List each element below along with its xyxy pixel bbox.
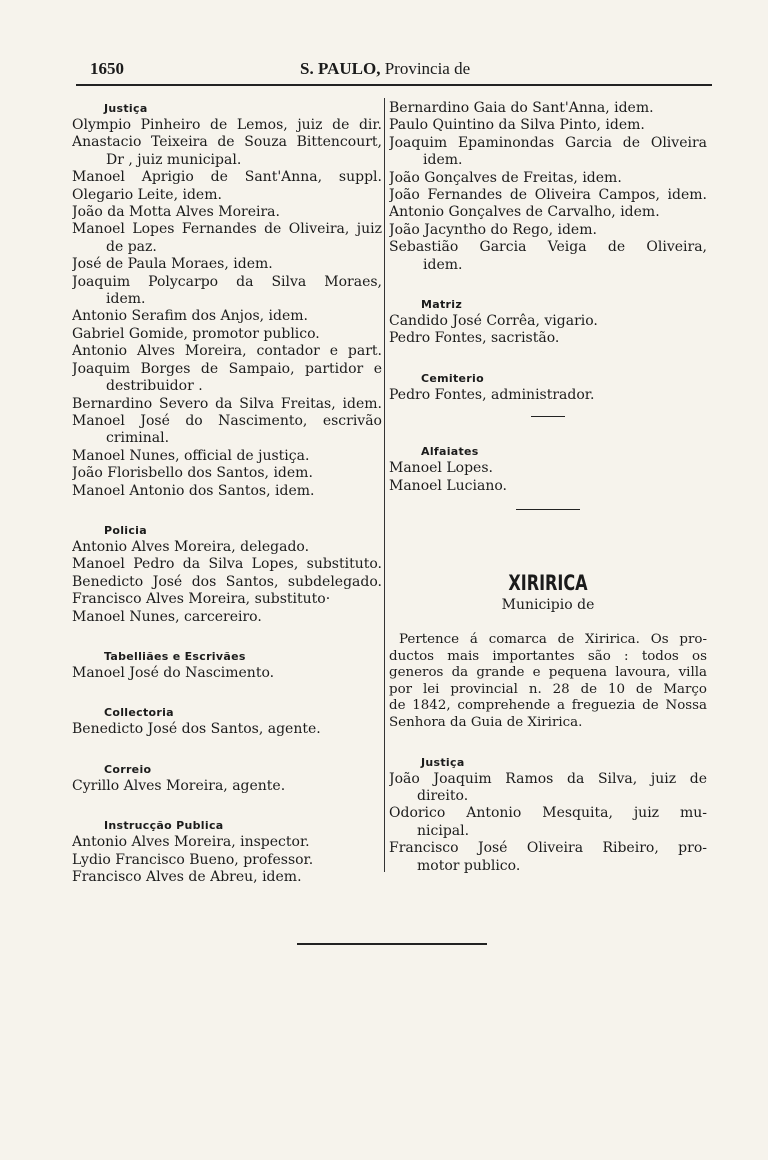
list-item: Manoel José do Nascimento, escrivão	[72, 412, 382, 429]
list-item: idem.	[106, 291, 146, 308]
list-item: destribuidor .	[106, 378, 203, 395]
paragraph-line: Pertence á comarca de Xiririca. Os pro-	[399, 632, 707, 648]
list-item: Odorico Antonio Mesquita, juiz mu-	[389, 805, 707, 822]
list-item: Manoel Luciano.	[389, 477, 507, 494]
town-name: XIRIRICA	[508, 571, 588, 596]
list-item: João Jacyntho do Rego, idem.	[389, 221, 597, 238]
list-item: Anastacio Teixeira de Souza Bittencourt,	[72, 134, 382, 151]
list-item: João Gonçalves de Freitas, idem.	[389, 169, 622, 186]
list-item: Candido José Corrêa, vigario.	[389, 313, 598, 330]
paragraph-line: ductos mais importantes são : todos os	[389, 648, 707, 664]
list-item: direito.	[417, 788, 469, 805]
list-item: José de Paula Moraes, idem.	[72, 256, 273, 273]
list-item: Joaquim Polycarpo da Silva Moraes,	[72, 273, 382, 290]
list-item: Joaquim Epaminondas Garcia de Oliveira	[389, 134, 707, 151]
running-title-rest: Provincia de	[384, 59, 471, 78]
section-heading-policia: Policia	[104, 523, 147, 537]
list-item: Manoel Nunes, carcereiro.	[72, 608, 262, 625]
page-number: 1650	[90, 59, 124, 78]
list-item: Antonio Alves Moreira, contador e part.	[72, 343, 382, 360]
list-item: Antonio Alves Moreira, delegado.	[72, 538, 310, 555]
list-item: Benedicto José dos Santos, agente.	[72, 721, 321, 738]
list-item: criminal.	[106, 430, 170, 447]
list-item: Francisco José Oliveira Ribeiro, pro-	[389, 840, 707, 857]
paragraph-line: generos da grande e pequena lavoura, villa	[389, 665, 707, 681]
list-item: Antonio Alves Moreira, inspector.	[72, 834, 310, 851]
list-item: João Fernandes de Oliveira Campos, idem.	[389, 187, 707, 204]
list-item: Pedro Fontes, administrador.	[389, 386, 595, 403]
list-item: Manoel Aprigio de Sant'Anna, suppl.	[72, 169, 382, 186]
section-divider	[516, 509, 580, 510]
list-item: Olegario Leite, idem.	[72, 186, 222, 203]
list-item: Paulo Quintino da Silva Pinto, idem.	[389, 117, 645, 134]
header-rule	[76, 84, 712, 86]
running-title-bold: S. PAULO,	[300, 59, 381, 78]
list-item: Manoel Nunes, official de justiça.	[72, 447, 310, 464]
paragraph-line: por lei provincial n. 28 de 10 de Março	[389, 681, 707, 697]
list-item: Olympio Pinheiro de Lemos, juiz de dir.	[72, 117, 382, 133]
running-title	[300, 59, 470, 79]
section-heading-instrucao: Instrucção Publica	[104, 819, 224, 833]
list-item: Manoel Lopes Fernandes de Oliveira, juiz	[72, 221, 382, 238]
list-item: Gabriel Gomide, promotor publico.	[72, 325, 320, 342]
list-item: idem.	[423, 256, 463, 273]
list-item: Lydio Francisco Bueno, professor.	[72, 851, 314, 868]
list-item: Bernardino Gaia do Sant'Anna, idem.	[389, 100, 654, 116]
list-item: Antonio Gonçalves de Carvalho, idem.	[389, 204, 660, 221]
town-description	[389, 632, 707, 732]
list-item: Manoel Antonio dos Santos, idem.	[72, 482, 315, 499]
section-heading-correio: Correio	[104, 762, 152, 776]
list-item: Bernardino Severo da Silva Freitas, idem.	[72, 395, 382, 412]
section-heading-cemiterio: Cemiterio	[421, 371, 484, 385]
town-subtitle: Municipio de	[501, 597, 595, 614]
section-heading-collectoria: Collectoria	[104, 706, 174, 720]
page-end-rule	[297, 943, 487, 945]
list-item: Joaquim Borges de Sampaio, partidor e	[72, 360, 382, 377]
right-column	[389, 100, 707, 875]
list-item: idem.	[423, 152, 463, 169]
section-heading-justica: Justiça	[104, 102, 148, 115]
list-item: Manoel José do Nascimento.	[72, 664, 275, 681]
list-item: Francisco Alves de Abreu, idem.	[72, 869, 302, 885]
list-item: Pedro Fontes, sacristão.	[389, 330, 560, 347]
list-item: nicipal.	[417, 822, 470, 839]
list-item: motor publico.	[417, 857, 521, 874]
section-heading-alfaiates: Alfaiates	[421, 445, 479, 459]
paragraph-line: de 1842, comprehende a freguezia de Nossa	[389, 698, 707, 714]
section-heading-justica-xiririca: Justiça	[421, 755, 465, 769]
list-item: João Joaquim Ramos da Silva, juiz de	[389, 770, 707, 787]
list-item: João Florisbello dos Santos, idem.	[72, 465, 313, 482]
section-heading-matriz: Matriz	[421, 298, 463, 312]
list-item: Manoel Lopes.	[389, 460, 493, 477]
list-item: Benedicto José dos Santos, subdelegado.	[72, 573, 382, 590]
list-item: Francisco Alves Moreira, substituto·	[72, 591, 331, 608]
list-item: Cyrillo Alves Moreira, agente.	[72, 777, 286, 794]
page-header	[86, 59, 708, 83]
list-item: de paz.	[106, 238, 157, 255]
paragraph-line: Senhora da Guia de Xiririca.	[389, 715, 583, 731]
section-heading-tabelliaes: Tabelliães e Escrivães	[104, 649, 246, 663]
left-column	[72, 100, 382, 886]
section-divider	[531, 416, 565, 417]
list-item: Sebastião Garcia Veiga de Oliveira,	[389, 239, 707, 256]
list-item: Dr , juiz municipal.	[106, 151, 242, 168]
list-item: Antonio Serafim dos Anjos, idem.	[72, 308, 308, 325]
column-divider	[384, 98, 385, 872]
list-item: João da Motta Alves Moreira.	[72, 204, 280, 221]
list-item: Manoel Pedro da Silva Lopes, substituto.	[72, 556, 382, 573]
